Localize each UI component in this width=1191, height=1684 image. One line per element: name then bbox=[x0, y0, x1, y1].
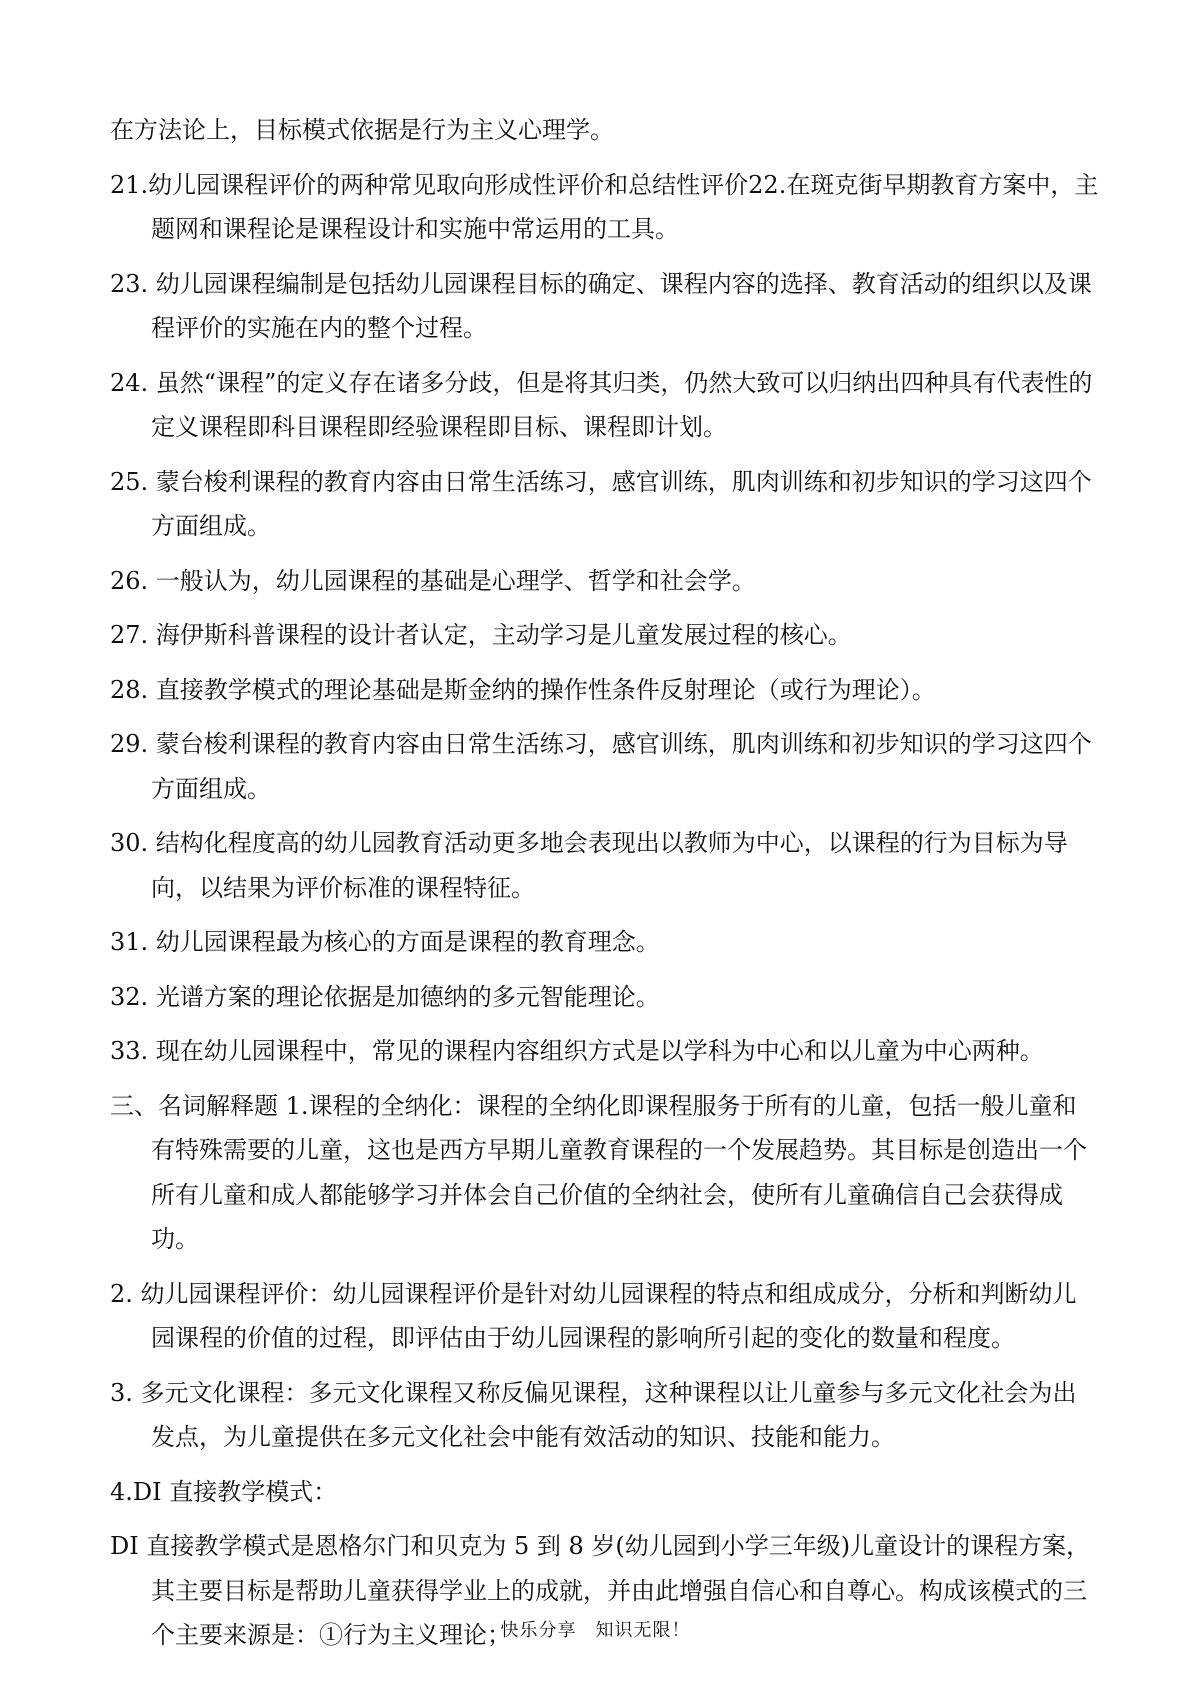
paragraph-31: 31. 幼儿园课程最为核心的方面是课程的教育理念。 bbox=[110, 928, 660, 956]
paragraph-27: 27. 海伊斯科普课程的设计者认定，主动学习是儿童发展过程的核心。 bbox=[110, 621, 852, 649]
page-footer: 快乐分享 知识无限！ bbox=[500, 1620, 691, 1641]
document-body bbox=[110, 108, 1100, 1658]
paragraph-30: 30. 结构化程度高的幼儿园教育活动更多地会表现出以教师为中心，以课程的行为目标为导向，以结果为评价标准的课程特征。 bbox=[110, 829, 1068, 902]
paragraph-25: 25. 蒙台梭利课程的教育内容由日常生活练习，感官训练，肌肉训练和初步知识的学习这四个方面组成。 bbox=[110, 467, 1092, 540]
paragraph-intro: 在方法论上，目标模式依据是行为主义心理学。 bbox=[110, 116, 614, 144]
paragraph-section-3-term-1: 三、名词解释题 1.课程的全纳化：课程的全纳化即课程服务于所有的儿童，包括一般儿童和有特殊需要的儿童，这也是西方早期儿童教育课程的一个发展趋势。其目标是创造出一个所有儿童和成人都能够学习并体会自己价值的全纳社会，使所有儿童确信自己会获得成功。 bbox=[110, 1091, 1087, 1253]
paragraph-23: 23. 幼儿园课程编制是包括幼儿园课程目标的确定、课程内容的选择、教育活动的组织以及课程评价的实施在内的整个过程。 bbox=[110, 269, 1092, 342]
paragraph-21-22: 21.幼儿园课程评价的两种常见取向形成性评价和总结性评价22.在斑克街早期教育方案中，主题网和课程论是课程设计和实施中常运用的工具。 bbox=[110, 170, 1099, 243]
paragraph-term-2: 2. 幼儿园课程评价：幼儿园课程评价是针对幼儿园课程的特点和组成成分，分析和判断幼儿园课程的价值的过程，即评估由于幼儿园课程的影响所引起的变化的数量和程度。 bbox=[110, 1279, 1077, 1352]
paragraph-28: 28. 直接教学模式的理论基础是斯金纳的操作性条件反射理论（或行为理论）。 bbox=[110, 675, 936, 704]
paragraph-term-4-body: DI 直接教学模式是恩格尔门和贝克为 5 到 8 岁(幼儿园到小学三年级)儿童设计的课程方案，其主要目标是帮助儿童获得学业上的成就，并由此增强自信心和自尊心。构成该模式的三个主要来源是：①行为主义理论； bbox=[110, 1532, 1091, 1649]
paragraph-33: 33. 现在幼儿园课程中，常见的课程内容组织方式是以学科为中心和以儿童为中心两种。 bbox=[110, 1037, 1044, 1065]
paragraph-24: 24. 虽然“课程”的定义存在诸多分歧，但是将其归类，仍然大致可以归纳出四种具有代表性的定义课程即科目课程即经验课程即目标、课程即计划。 bbox=[110, 368, 1093, 441]
paragraph-term-4-heading: 4.DI 直接教学模式： bbox=[110, 1477, 338, 1506]
paragraph-29: 29. 蒙台梭利课程的教育内容由日常生活练习，感官训练，肌肉训练和初步知识的学习这四个方面组成。 bbox=[110, 730, 1092, 803]
paragraph-26: 26. 一般认为，幼儿园课程的基础是心理学、哲学和社会学。 bbox=[110, 566, 756, 595]
paragraph-term-3: 3. 多元文化课程：多元文化课程又称反偏见课程，这种课程以让儿童参与多元文化社会为出发点，为儿童提供在多元文化社会中能有效活动的知识、技能和能力。 bbox=[110, 1378, 1077, 1451]
paragraph-32: 32. 光谱方案的理论依据是加德纳的多元智能理论。 bbox=[110, 982, 660, 1011]
